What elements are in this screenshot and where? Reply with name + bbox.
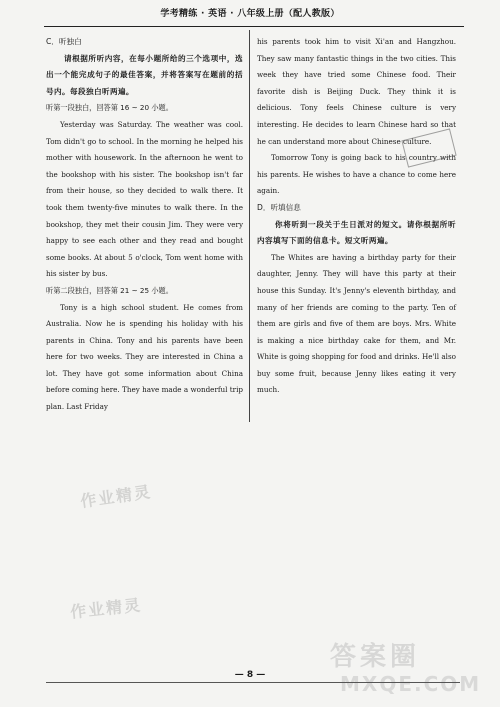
watermark: 作业精灵 (79, 482, 154, 511)
page-header: 学考精练 · 英语 · 八年级上册（配人教版） (160, 9, 340, 19)
footer-rule (46, 682, 460, 683)
section-d-title: D．听填信息 (257, 202, 301, 212)
left-column (46, 34, 243, 416)
monologue-2-continued: his parents took him to visit Xi'an and Hangzhou. They saw many fantastic things in the two cities. This week they have tried some Chinese food. Their favorite dish is Beijing Duck. They think it is delicious. Tony feels Chinese culture is very interesting. He decides to learn Chinese hard so that he can understand more about Chinese culture. (257, 37, 456, 146)
column-divider (249, 30, 250, 422)
monologue-2-prompt: 听第二段独白，回答第 21 ~ 25 小题。 (46, 285, 173, 295)
birthday-party-passage: The Whites are having a birthday party for their daughter, Jenny. They will have this party at their house this Sunday. It's Jenny's eleventh birthday, and many of her friends are coming to the party. Ten of them are girls and five of them are boys. Mrs. White is making a nice birthday cake for them, and Mr. White is going shopping for food and drinks. He'll also buy some fruit, because Jenny likes eating it very much. (257, 252, 456, 395)
monologue-2-passage: Tony is a high school student. He comes from Australia. Now he is spending his holiday with his parents in China. Tony and his parents have been here for two weeks. They are interested in China a lot. They have got some information about China before coming here. They have made a wonderful trip plan. Last Friday (46, 302, 243, 412)
site-logo: 答案圈 (330, 642, 421, 672)
section-c-title: C．听独白 (46, 37, 82, 46)
header-rule (44, 26, 464, 27)
monologue-1-passage: Yesterday was Saturday. The weather was cool. Tom didn't go to school. In the morning he helped his mother with housework. In the afternoon he went to the bookshop with his sister. The bookshop isn't far from their house, so they decided to walk there. It took them twenty-five minutes to walk there. In the bookshop, they met their cousin Jim. They were very happy to see each other and they read and bought some books. At about 5 o'clock, Tom went home with his sister by bus. (46, 119, 243, 279)
site-logo-url: MXQE.COM (340, 672, 482, 696)
watermark: 作业精灵 (69, 595, 143, 622)
right-column (257, 34, 456, 399)
section-c-directions: 请根据所听内容，在每小题所给的三个选项中，选出一个能完成句子的最佳答案，并将答案写在题前的括号内。每段独白听两遍。 (46, 53, 243, 96)
monologue-2-ending: Tomorrow Tony is going back to his country with his parents. He wishes to have a chance to come here again. (257, 153, 456, 196)
monologue-1-prompt: 听第一段独白，回答第 16 ~ 20 小题。 (46, 103, 173, 113)
section-d-directions: 你将听到一段关于生日派对的短文。请你根据所听内容填写下面的信息卡。短文听两遍。 (257, 219, 456, 246)
page-number: — 8 — (234, 670, 266, 680)
